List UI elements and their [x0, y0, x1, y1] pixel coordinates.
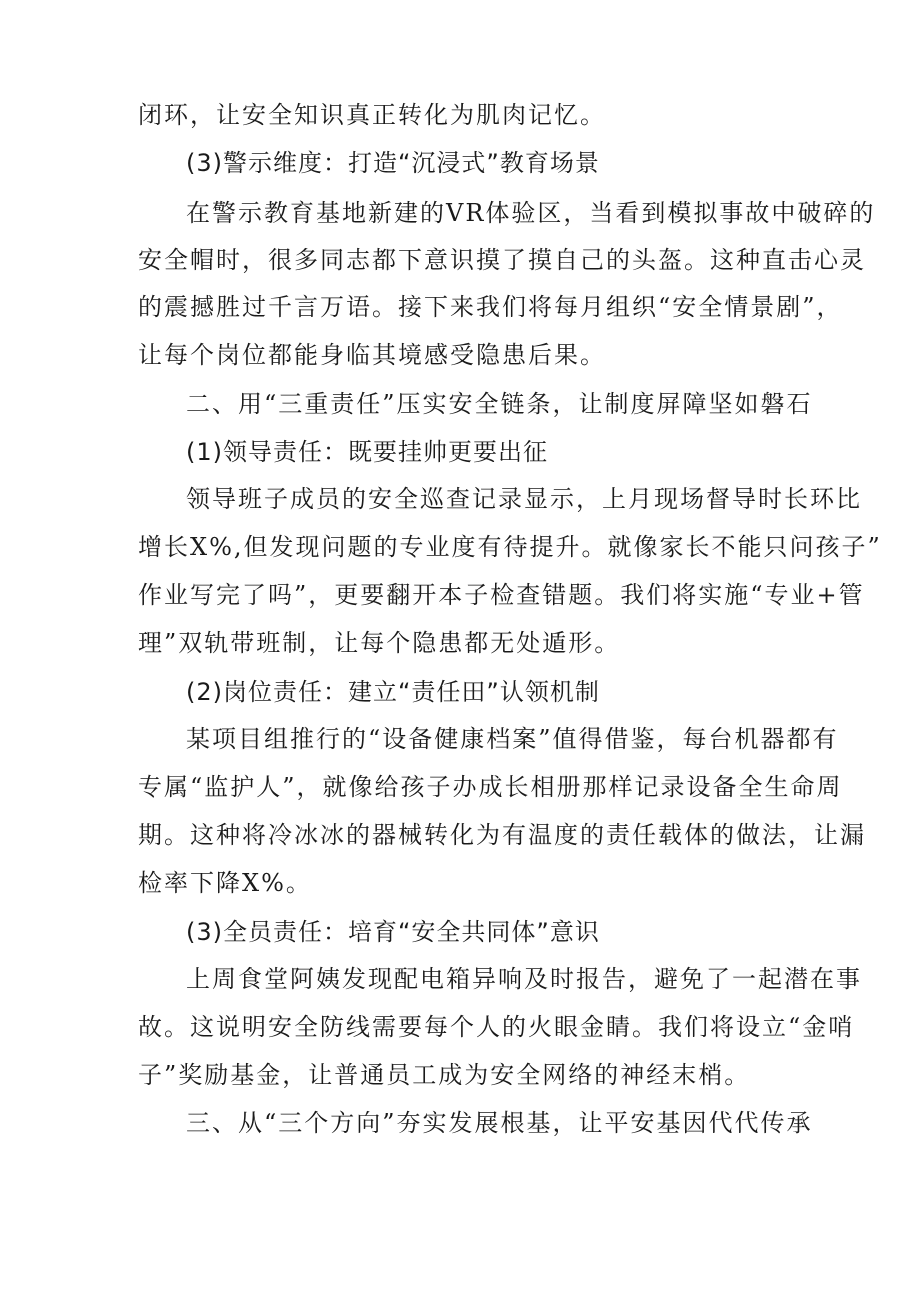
subheading-leadership: (1)领导责任：既要挂帅更要出征 — [186, 438, 548, 466]
paragraph-line: 上周食堂阿姨发现配电箱异响及时报告，避免了一起潜在事 — [186, 965, 862, 993]
paragraph-line: 期。这种将冷冰冰的器械转化为有温度的责任载体的做法，让漏 — [138, 821, 866, 849]
paragraph-line: 专属“监护人”，就像给孩子办成长相册那样记录设备全生命周 — [138, 773, 843, 801]
subheading-all-staff: (3)全员责任：培育“安全共同体”意识 — [186, 918, 600, 946]
paragraph-line: 作业写完了吗”，更要翻开本子检查错题。我们将实施“专业+管 — [138, 581, 865, 609]
paragraph-line: 让每个岗位都能身临其境感受隐患后果。 — [138, 341, 606, 369]
section-heading-3: 三、从“三个方向”夯实发展根基，让平安基因代代传承 — [186, 1109, 813, 1137]
paragraph-line: 在警示教育基地新建的VR体验区，当看到模拟事故中破碎的 — [186, 199, 876, 227]
paragraph-line: 的震撼胜过千言万语。接下来我们将每月组织“安全情景剧”， — [138, 293, 843, 321]
subheading-warning: (3)警示维度：打造“沉浸式”教育场景 — [186, 149, 600, 177]
paragraph-line: 闭环，让安全知识真正转化为肌肉记忆。 — [138, 101, 606, 129]
section-heading-2: 二、用“三重责任”压实安全链条，让制度屏障坚如磐石 — [186, 390, 813, 418]
paragraph-line: 某项目组推行的“设备健康档案”值得借鉴，每台机器都有 — [186, 725, 839, 753]
paragraph-line: 增长X%,但发现问题的专业度有待提升。就像家长不能只问孩子” — [138, 533, 882, 561]
paragraph-line: 安全帽时，很多同志都下意识摸了摸自己的头盔。这种直击心灵 — [138, 246, 866, 274]
paragraph-line: 理”双轨带班制，让每个隐患都无处遁形。 — [138, 629, 621, 657]
paragraph-line: 子”奖励基金，让普通员工成为安全网络的神经末梢。 — [138, 1061, 751, 1089]
paragraph-line: 领导班子成员的安全巡查记录显示，上月现场督导时长环比 — [186, 485, 862, 513]
subheading-post: (2)岗位责任：建立“责任田”认领机制 — [186, 678, 600, 706]
paragraph-line: 故。这说明安全防线需要每个人的火眼金睛。我们将设立“金哨 — [138, 1013, 855, 1041]
paragraph-line: 检率下降X%。 — [138, 869, 312, 897]
